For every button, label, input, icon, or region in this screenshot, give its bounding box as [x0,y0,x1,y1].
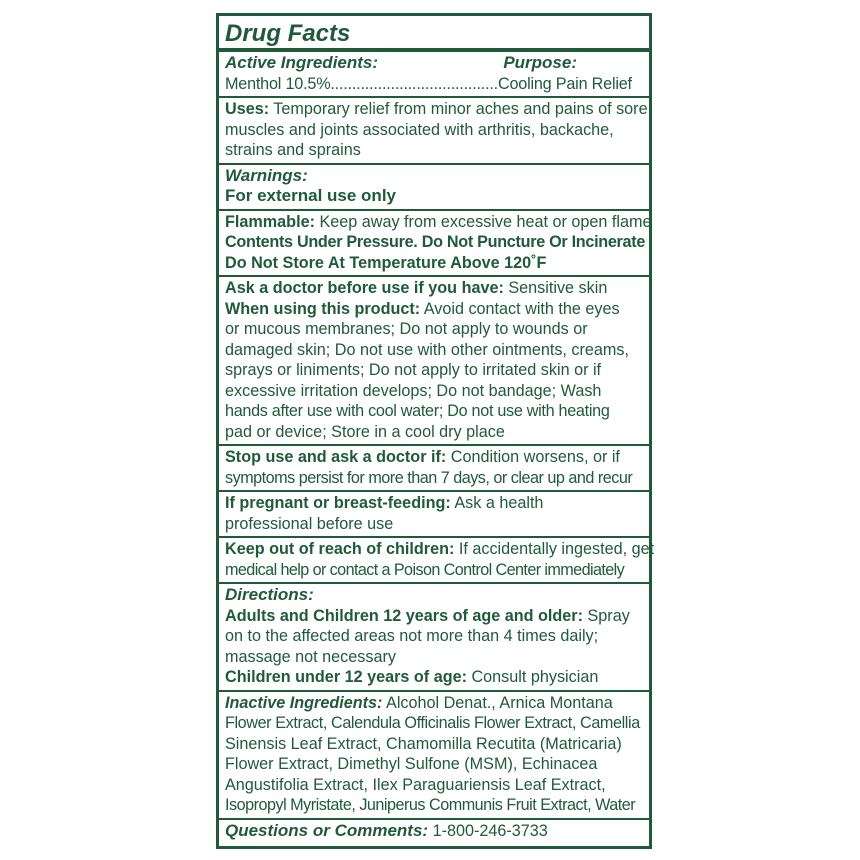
pregnant-line-2: professional before use [225,514,394,533]
inactive-line-5: Angustifolia Extract, Ilex Paraguariensis Leaf Extract, [225,775,606,794]
warnings-heading-section [219,165,649,211]
temperature-warning: Do Not Store At Temperature Above 120˚F [225,253,547,272]
directions-heading: Directions: [225,585,314,604]
drug-facts-panel [216,13,655,849]
inactive-ingredients-section [219,692,649,820]
flammable-text: Keep away from excessive heat or open flame [314,212,652,231]
phone-number: 1-800-246-3733 [428,821,548,840]
when-using-line-5: excessive irritation develops; Do not bandage; Wash [225,381,602,400]
when-using-line-3: damaged skin; Do not use with other ointments, creams, [225,340,629,359]
inactive-line-1: Alcohol Denat., Arnica Montana [382,693,613,712]
purpose-heading: Purpose: [503,53,577,72]
ask-doctor-section [219,277,649,446]
ask-doctor-label: Ask a doctor before use if you have: [225,279,504,297]
questions-section [219,820,649,844]
uses-text-line-1: Temporary relief from minor aches and pains of sore [269,100,648,118]
questions-heading: Questions or Comments: [225,820,429,840]
adults-line-3: massage not necessary [225,647,396,666]
flammable-label: Flammable: [225,212,315,231]
adults-line-2: on to the affected areas not more than 4 times daily; [225,627,599,645]
children-label: Keep out of reach of children: [225,540,455,558]
adults-label: Adults and Children 12 years of age and older: [225,606,583,625]
warnings-heading: Warnings: [225,165,308,185]
children-line-1: If accidentally ingested, get [454,540,655,558]
under-12-label: Children under 12 years of age: [225,668,467,686]
active-ingredients-heading: Active Ingredients: [225,53,379,72]
children-line-2: medical help or contact a Poison Control Center immediately [225,560,625,579]
active-ingredients-section [219,52,649,98]
when-using-line-7: pad or device; Store in a cool dry place [225,422,505,441]
when-using-line-4: sprays or liniments; Do not apply to irritated skin or if [225,361,602,379]
drug-facts-title: Drug Facts [219,16,649,52]
under-12-text: Consult physician [466,668,599,686]
uses-text-line-3: strains and sprains [225,141,361,159]
stop-use-line-2: symptoms persist for more than 7 days, or clear up and recur [225,468,633,487]
when-using-line-2: or mucous membranes; Do not apply to wounds or [225,320,588,338]
when-using-line-1: Avoid contact with the eyes [420,299,620,318]
uses-text-line-2: muscles and joints associated with arthritis, backache, [225,120,614,139]
active-header-row [225,53,649,74]
pressure-warning: Contents Under Pressure. Do Not Puncture Or Incinerate [225,233,646,251]
inactive-line-6: Isopropyl Myristate, Juniperus Communis Fruit Extract, Water [225,796,636,814]
when-using-label: When using this product: [225,299,421,318]
inactive-line-4: Flower Extract, Dimethyl Sulfone (MSM), Echinacea [225,755,598,773]
when-using-line-6: hands after use with cool water; Do not use with heating [225,402,610,420]
adults-line-1: Spray [583,606,630,625]
stop-use-label: Stop use and ask a doctor if: [225,448,447,466]
pregnant-label: If pregnant or breast-feeding: [225,494,451,512]
external-use-warning: For external use only [225,186,396,205]
stop-use-section [219,446,649,492]
inactive-line-3: Sinensis Leaf Extract, Chamomilla Recutita (Matricaria) [225,734,622,753]
pregnant-line-1: Ask a health [450,494,544,512]
flammable-section [219,211,652,278]
children-section [219,538,655,584]
directions-section [219,584,649,692]
menthol-line: Menthol 10.5%.......................................Cooling Pain Relief [225,74,632,93]
stop-use-line-1: Condition worsens, or if [446,448,620,466]
ask-doctor-text: Sensitive skin [503,279,608,297]
inactive-line-2: Flower Extract, Calendula Officinalis Flower Extract, Camellia [225,714,640,732]
uses-label: Uses: [225,100,270,118]
inactive-heading: Inactive Ingredients: [225,693,383,712]
uses-section [219,98,649,165]
pregnant-section [219,492,649,538]
